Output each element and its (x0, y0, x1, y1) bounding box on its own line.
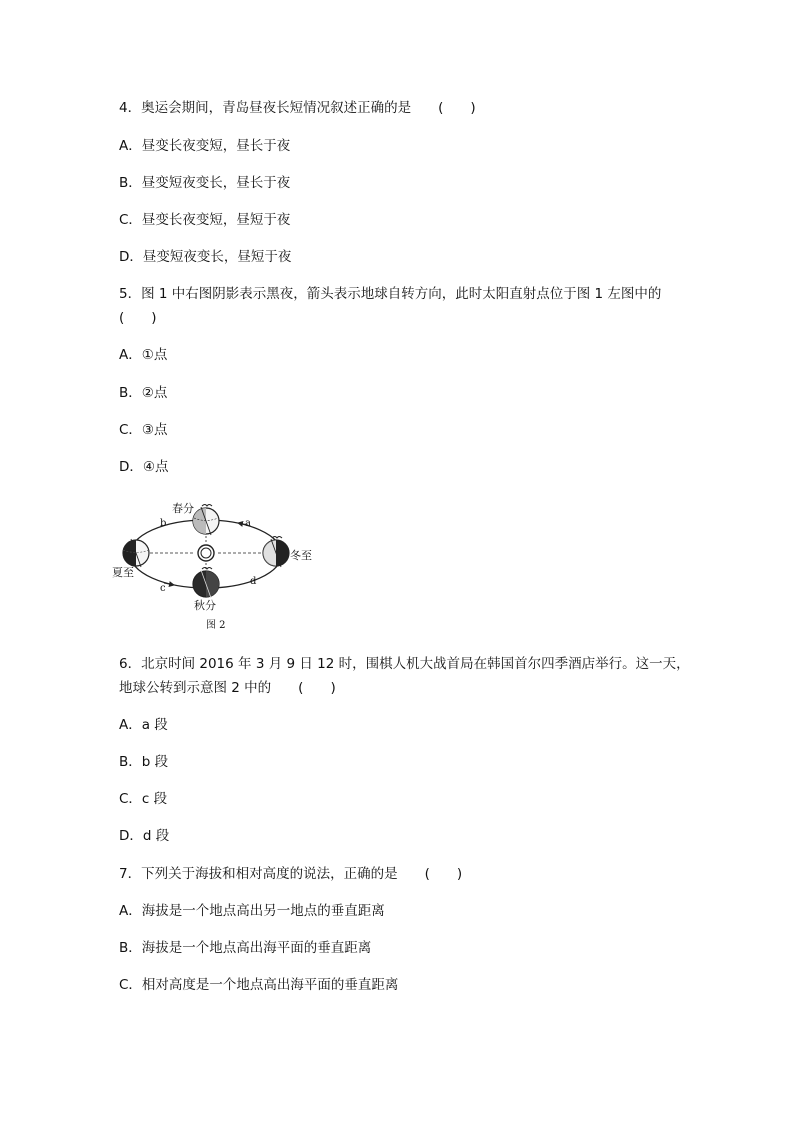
earth-winter-icon (263, 537, 289, 568)
q6-option-d: D．d 段 (119, 828, 170, 844)
label-autumn: 秋分 (194, 599, 216, 612)
label-segment-c: c (160, 583, 166, 594)
q6-stem-line2: 地球公转到示意图 2 中的 ( ) (119, 680, 336, 696)
q6-option-b: B．b 段 (119, 754, 169, 770)
label-segment-b: b (160, 518, 167, 529)
q5-option-d: D．④点 (119, 459, 169, 475)
q6-option-c: C．c 段 (119, 791, 168, 807)
label-spring: 春分 (172, 502, 194, 515)
label-segment-a: a (245, 518, 251, 529)
q6-stem-line1: 6．北京时间 2016 年 3 月 9 日 12 时，围棋人机大战首局在韩国首尔四季酒店举行。这一天， (119, 656, 690, 672)
q4-option-b: B．昼变短夜变长，昼长于夜 (119, 175, 291, 191)
q5-stem-line1: 5．图 1 中右图阴影表示黑夜，箭头表示地球自转方向，此时太阳直射点位于图 1 左图中的 (119, 286, 662, 302)
sun-core (201, 548, 211, 558)
q7-option-a: A．海拔是一个地点高出另一地点的垂直距离 (119, 903, 385, 919)
earth-summer-icon (123, 539, 149, 567)
q4-stem: 4．奥运会期间，青岛昼夜长短情况叙述正确的是 ( ) (119, 100, 476, 116)
q4-option-a: A．昼变长夜变短，昼长于夜 (119, 138, 291, 154)
label-summer: 夏至 (112, 566, 134, 579)
figure-2-orbit-diagram (112, 496, 322, 636)
q6-option-a: A．a 段 (119, 717, 168, 733)
q5-option-b: B．②点 (119, 385, 168, 401)
q7-stem: 7．下列关于海拔和相对高度的说法，正确的是 ( ) (119, 866, 463, 882)
q5-option-a: A．①点 (119, 347, 168, 363)
q4-option-c: C．昼变长夜变短，昼短于夜 (119, 212, 291, 228)
q7-option-b: B．海拔是一个地点高出海平面的垂直距离 (119, 940, 372, 956)
q4-option-d: D．昼变短夜变长，昼短于夜 (119, 249, 292, 265)
q7-option-c: C．相对高度是一个地点高出海平面的垂直距离 (119, 977, 399, 993)
figure-caption: 图 2 (206, 620, 226, 631)
label-winter: 冬至 (290, 549, 312, 562)
earth-autumn-icon (193, 568, 219, 599)
earth-spring-icon (193, 505, 219, 536)
q5-stem-line2: ( ) (119, 310, 157, 326)
q5-option-c: C．③点 (119, 422, 168, 438)
label-segment-d: d (250, 576, 257, 587)
